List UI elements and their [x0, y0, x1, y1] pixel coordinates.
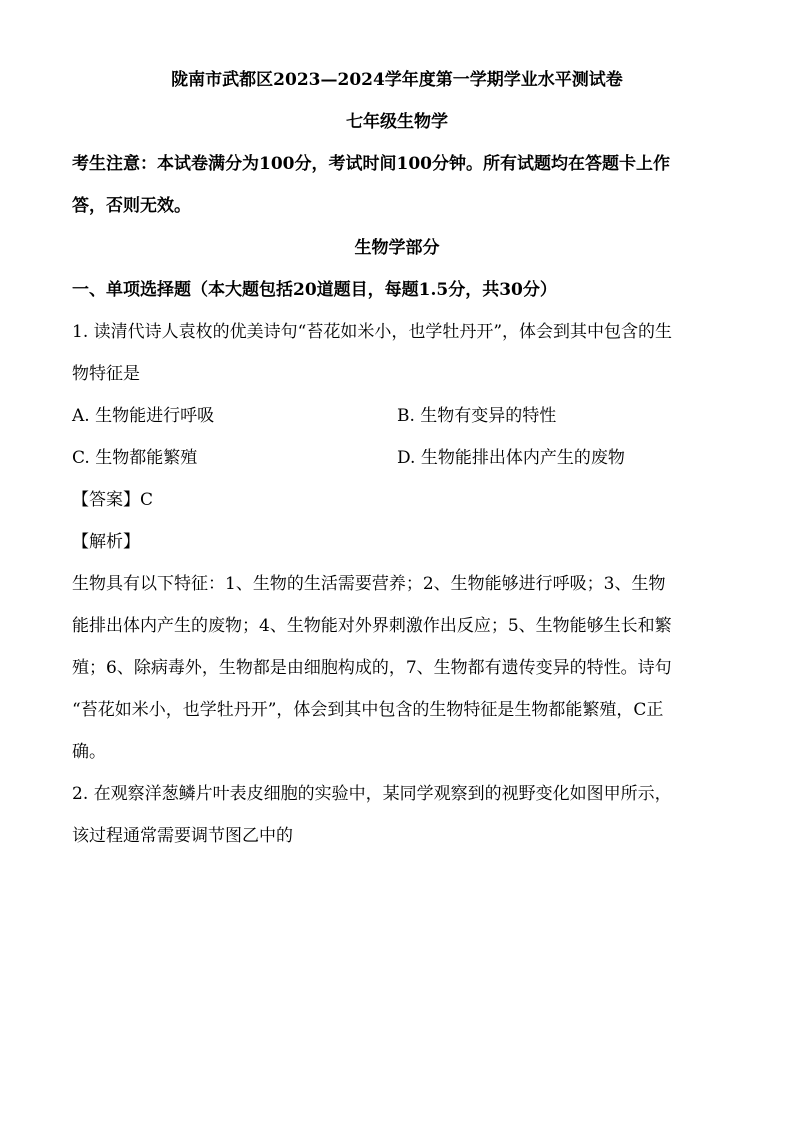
exam-title: 陇南市武都区2023—2024学年度第一学期学业水平测试卷	[171, 70, 623, 90]
section-title: 生物学部分	[354, 238, 440, 258]
question-1-analysis-line-3: 殖；6、除病毒外，生物都是由细胞构成的，7、生物都有遗传变异的特性。诗句	[72, 658, 672, 678]
question-1-analysis-line-2: 能排出体内产生的废物；4、生物能对外界刺激作出反应；5、生物能够生长和繁	[72, 616, 672, 636]
question-1-analysis-line-5: 确。	[72, 742, 106, 762]
question-1-option-c: C. 生物都能繁殖	[72, 448, 198, 468]
question-1-analysis-line-1: 生物具有以下特征：1、生物的生活需要营养；2、生物能够进行呼吸；3、生物	[72, 574, 666, 594]
notice-line-1	[72, 152, 670, 176]
question-1-option-b: B. 生物有变异的特性	[397, 406, 557, 426]
question-1-stem-line-1: 1. 读清代诗人袁枚的优美诗句“苔花如米小，也学牡丹开”，体会到其中包含的生	[72, 322, 673, 342]
question-1-stem-line-2: 物特征是	[72, 364, 140, 384]
part-heading: 一、单项选择题（本大题包括20道题目，每题1.5分，共30分）	[72, 280, 557, 300]
question-2-stem-line-2: 该过程通常需要调节图乙中的	[72, 826, 293, 846]
question-2-stem-line-1: 2. 在观察洋葱鳞片叶表皮细胞的实验中，某同学观察到的视野变化如图甲所示，	[72, 784, 672, 804]
question-1-option-a: A. 生物能进行呼吸	[72, 406, 215, 426]
exam-subtitle: 七年级生物学	[346, 112, 448, 132]
question-1-analysis-line-4: “苔花如米小，也学牡丹开”，体会到其中包含的生物特征是生物都能繁殖，C正	[72, 700, 664, 720]
question-1-analysis-label: 【解析】	[72, 532, 140, 552]
notice-label: 考生注意：	[72, 154, 157, 174]
question-1-option-d: D. 生物能排出体内产生的废物	[397, 448, 625, 468]
notice-text-1: 本试卷满分为100分，考试时间100分钟。所有试题均在答题卡上作	[157, 154, 670, 174]
question-1-answer: 【答案】C	[72, 490, 154, 510]
notice-line-2: 答，否则无效。	[72, 196, 191, 216]
